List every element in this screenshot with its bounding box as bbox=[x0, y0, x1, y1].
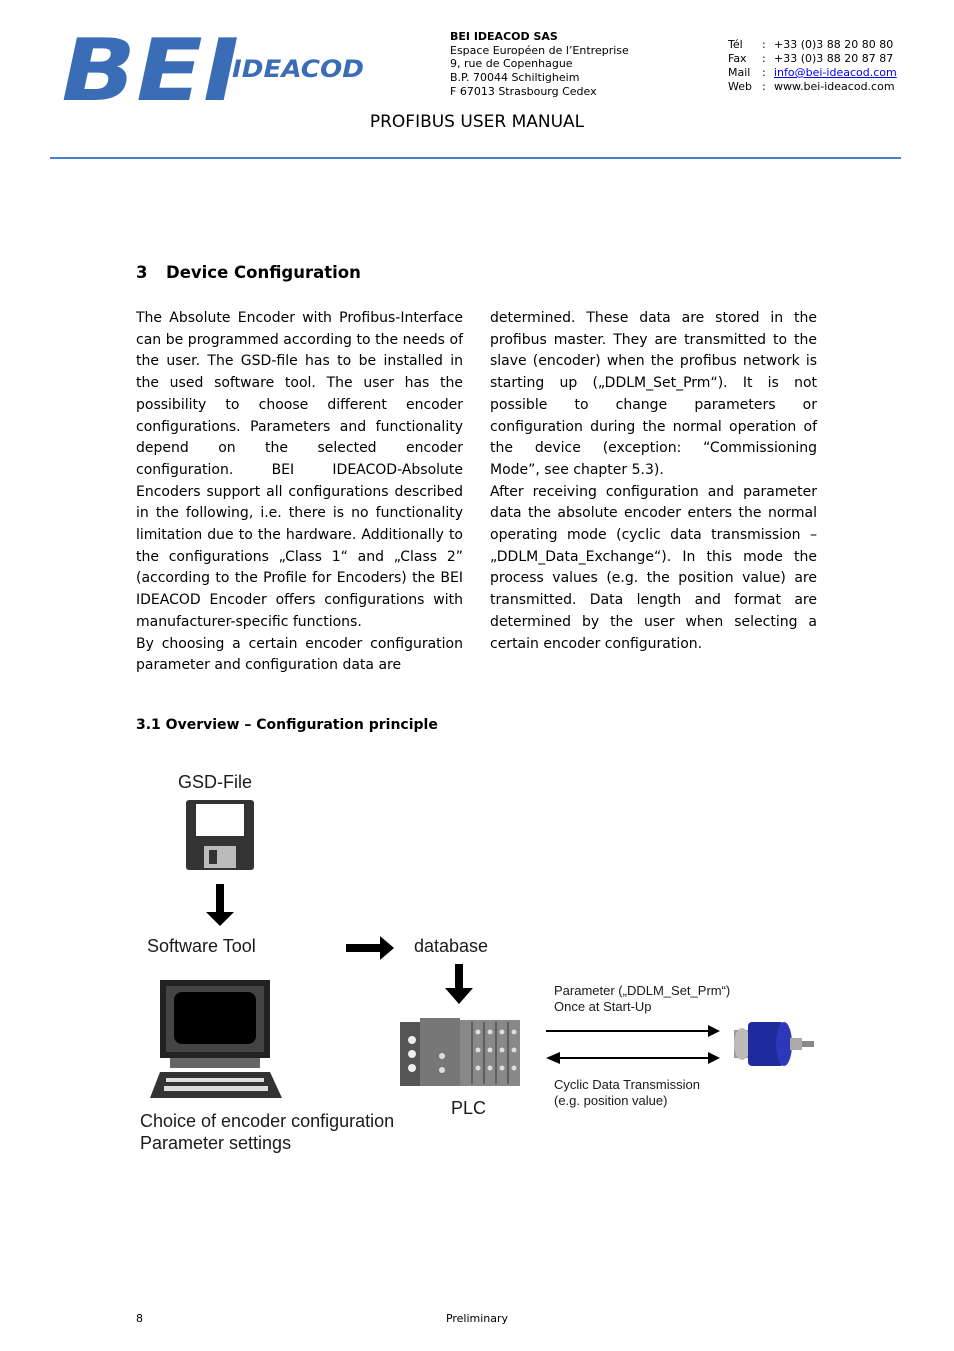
configuration-diagram bbox=[130, 760, 830, 1170]
contact-value: www.bei-ideacod.com bbox=[774, 80, 895, 93]
encoder-icon bbox=[734, 1022, 814, 1066]
contact-separator: : bbox=[762, 66, 766, 79]
contact-label: Tél bbox=[728, 38, 743, 51]
address-line: B.P. 70044 Schiltigheim bbox=[450, 71, 580, 85]
contact-label: Fax bbox=[728, 52, 747, 65]
choice-label-line: Parameter settings bbox=[140, 1133, 292, 1153]
arrow-down-icon bbox=[445, 964, 473, 1004]
page-number: 8 bbox=[136, 1312, 143, 1325]
text-column-left bbox=[136, 308, 463, 677]
contact-separator: : bbox=[762, 38, 766, 51]
subsection-heading: 3.1 Overview – Configuration principle bbox=[136, 717, 438, 733]
contact-web bbox=[728, 80, 897, 94]
parameter-label-line: Once at Start-Up bbox=[554, 999, 652, 1014]
address-line: Espace Européen de l’Entreprise bbox=[450, 43, 629, 57]
contact-value: +33 (0)3 88 20 87 87 bbox=[774, 52, 894, 65]
address-line: F 67013 Strasbourg Cedex bbox=[450, 84, 597, 98]
parameter-label bbox=[554, 983, 730, 1015]
software-tool-label: Software Tool bbox=[147, 936, 256, 956]
section-number: 3 bbox=[136, 263, 148, 282]
footer-status: Preliminary bbox=[445, 1312, 509, 1325]
paragraph: The Absolute Encoder with Profibus-Interface can be programmed according to the needs of the user. The GSD-file has to be installed in the used software tool. The user has the possibility to choose different encoder configurations. Parameters and functionality depend on the selected encoder configuration. BEI IDEACOD-Absolute Encoders support all configurations described in the following, i.e. there is no functionality limitation due to the hardware. Additionally to the configurations „Class 1“ and „Class 2” (according to the Profile for Encoders) the BEI IDEACOD Encoder offers configurations with manufacturer-specific functions. bbox=[136, 310, 463, 630]
contact-phone bbox=[728, 38, 897, 52]
company-name: BEI IDEACOD SAS bbox=[450, 30, 558, 43]
document-title: PROFIBUS USER MANUAL bbox=[369, 112, 585, 132]
choice-label-line: Choice of encoder configuration bbox=[140, 1111, 395, 1131]
paragraph: By choosing a certain encoder configuration parameter and configuration data are bbox=[136, 635, 463, 674]
plc-icon bbox=[400, 1018, 520, 1086]
computer-icon bbox=[150, 980, 282, 1098]
contact-block bbox=[728, 38, 897, 94]
bei-ideacod-logo bbox=[52, 28, 372, 104]
choice-label bbox=[140, 1110, 394, 1154]
cyclic-label-line: Cyclic Data Transmission bbox=[554, 1077, 700, 1092]
logo-word: IDEACOD bbox=[232, 55, 364, 83]
logo-mark: BEI bbox=[52, 28, 228, 104]
parameter-arrow bbox=[546, 1025, 720, 1037]
arrow-down-icon bbox=[206, 884, 234, 926]
contact-label: Web bbox=[728, 80, 752, 93]
address-line: 9, rue de Copenhague bbox=[450, 57, 573, 71]
cyclic-double-arrow bbox=[546, 1052, 720, 1064]
contact-value: +33 (0)3 88 20 80 80 bbox=[774, 38, 894, 51]
section-heading bbox=[136, 263, 361, 282]
contact-label: Mail bbox=[728, 66, 751, 79]
database-label: database bbox=[414, 936, 489, 956]
section-title: Device Configuration bbox=[166, 263, 361, 282]
text-column-right bbox=[490, 308, 817, 655]
cyclic-label bbox=[554, 1077, 700, 1109]
plc-label: PLC bbox=[451, 1098, 487, 1118]
paragraph: After receiving configuration and parameter data the absolute encoder enters the normal operating mode (cyclic data transmission – „DDLM_Data_Exchange“). In this mode the process values (e.g. the position value) are transmitted. Data length and format are determined by the user when selecting a certain encoder configuration. bbox=[490, 483, 817, 652]
paragraph: determined. These data are stored in the profibus master. They are transmitted to the slave (encoder) when the profibus network is starting up („DDLM_Set_Prm“). It is not possible to change parameters or configuration during the normal operation of the device (exception: “Commissioning Mode”, see chapter 5.3). bbox=[490, 310, 817, 478]
company-address bbox=[450, 30, 629, 99]
contact-mail bbox=[728, 66, 897, 80]
email-link[interactable]: info@bei-ideacod.com bbox=[774, 66, 897, 79]
contact-separator: : bbox=[762, 80, 766, 93]
header-rule bbox=[50, 157, 901, 159]
gsd-file-label: GSD-File bbox=[178, 772, 253, 792]
contact-fax bbox=[728, 52, 897, 66]
contact-separator: : bbox=[762, 52, 766, 65]
arrow-right-icon bbox=[346, 936, 394, 960]
parameter-label-line: Parameter („DDLM_Set_Prm“) bbox=[554, 983, 731, 998]
cyclic-label-line: (e.g. position value) bbox=[554, 1093, 668, 1108]
floppy-disk-icon bbox=[186, 800, 254, 870]
